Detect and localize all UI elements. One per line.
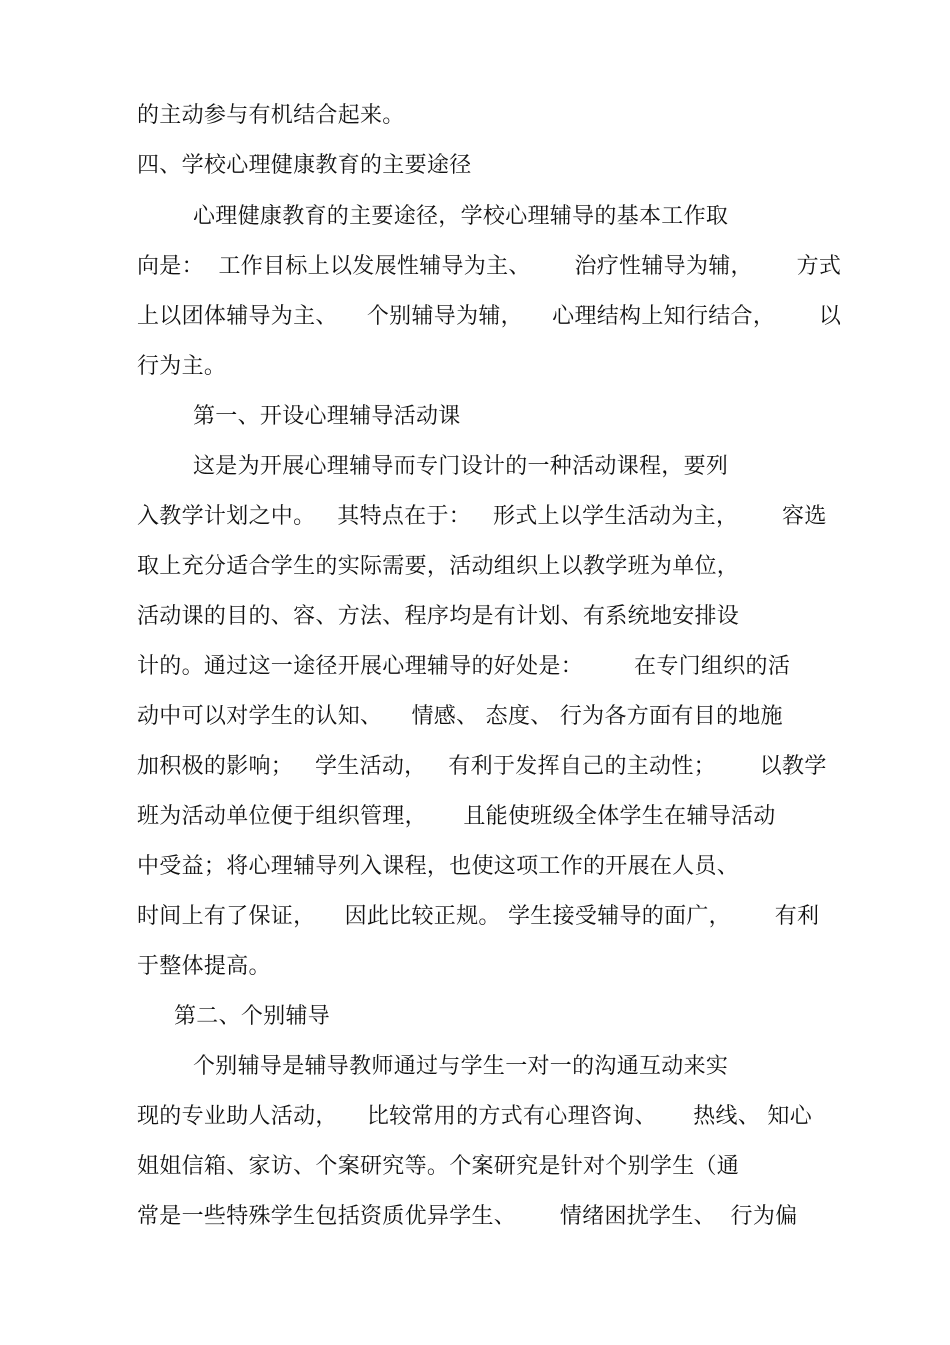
paragraph-line: 中受益；将心理辅导列入课程，也使这项工作的开展在人员、 bbox=[137, 854, 740, 879]
section-heading: 四、学校心理健康教育的主要途径 bbox=[137, 153, 472, 178]
paragraph-line: 取上充分适合学生的实际需要，活动组织上以教学班为单位， bbox=[137, 554, 740, 579]
paragraph-line: 入教学计划之中。 其特点在于： 形式上以学生活动为主， 容选 bbox=[137, 504, 827, 529]
paragraph-line: 班为活动单位便于组织管理， 且能使班级全体学生在辅导活动 bbox=[137, 804, 776, 829]
paragraph-line: 动中可以对学生的认知、 情感、 态度、 行为各方面有目的地施 bbox=[137, 704, 783, 729]
paragraph-line: 常是一些特殊学生包括资质优异学生、 情绪困扰学生、 行为偏 bbox=[137, 1204, 798, 1229]
paragraph-line: 个别辅导是辅导教师通过与学生一对一的沟通互动来实 bbox=[193, 1054, 729, 1079]
paragraph-line: 心理健康教育的主要途径，学校心理辅导的基本工作取 bbox=[193, 204, 729, 229]
paragraph-line: 向是： 工作目标上以发展性辅导为主、 治疗性辅导为辅， 方式 bbox=[137, 254, 842, 279]
paragraph-line: 上以团体辅导为主、 个别辅导为辅， 心理结构上知行结合， 以 bbox=[137, 304, 842, 329]
paragraph-line: 计的。通过这一途径开展心理辅导的好处是： 在专门组织的活 bbox=[137, 654, 791, 679]
paragraph-line: 的主动参与有机结合起来。 bbox=[137, 103, 405, 128]
paragraph-line: 这是为开展心理辅导而专门设计的一种活动课程，要列 bbox=[193, 454, 729, 479]
subsection-heading: 第一、开设心理辅导活动课 bbox=[193, 404, 461, 429]
paragraph-line: 行为主。 bbox=[137, 354, 227, 379]
paragraph-line: 现的专业助人活动， 比较常用的方式有心理咨询、 热线、 知心 bbox=[137, 1104, 813, 1129]
subsection-heading: 第二、个别辅导 bbox=[174, 1004, 331, 1029]
paragraph-line: 加积极的影响； 学生活动， 有利于发挥自己的主动性； 以教学 bbox=[137, 754, 827, 779]
paragraph-line: 时间上有了保证， 因此比较正规。 学生接受辅导的面广， 有利 bbox=[137, 904, 820, 929]
paragraph-line: 于整体提高。 bbox=[137, 954, 271, 979]
paragraph-line: 活动课的目的、容、方法、程序均是有计划、有系统地安排设 bbox=[137, 604, 740, 629]
paragraph-line: 姐姐信箱、家访、个案研究等。个案研究是针对个别学生（通 bbox=[137, 1154, 740, 1179]
